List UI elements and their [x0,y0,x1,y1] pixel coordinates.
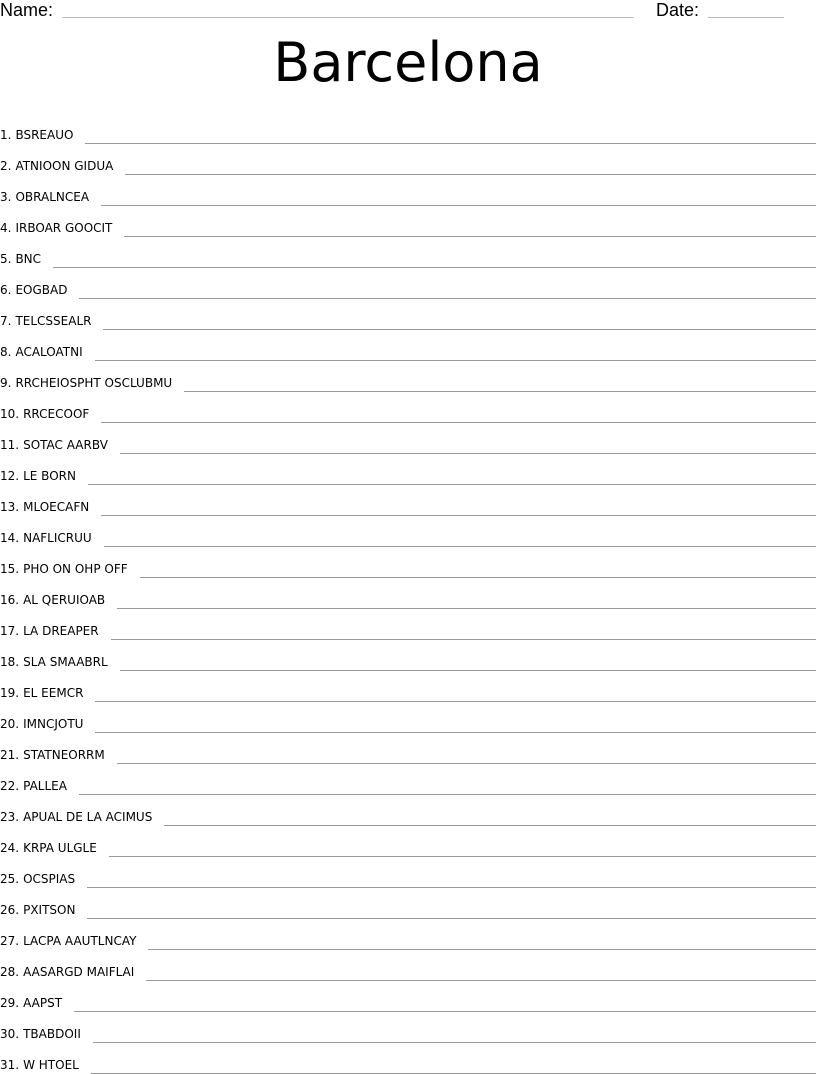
answer-line[interactable] [93,1030,816,1043]
answer-line[interactable] [101,503,816,516]
answer-line[interactable] [164,813,816,826]
scrambled-word: ATNIOON GIDUA [15,159,114,173]
scrambled-word: AL QERUIOAB [23,593,106,607]
list-item [0,576,816,607]
scrambled-word: APUAL DE LA ACIMUS [23,810,153,824]
item-number: 8. [0,345,12,359]
scrambled-word: BSREAUO [15,128,74,142]
list-item [0,762,816,793]
item-number: 20. [0,717,20,731]
list-item [0,173,816,204]
answer-line[interactable] [95,689,816,702]
date-field-line[interactable] [708,17,784,18]
item-number: 24. [0,841,20,855]
answer-line[interactable] [91,1061,816,1074]
item-number: 13. [0,500,20,514]
scrambled-word: IRBOAR GOOCIT [15,221,113,235]
answer-line[interactable] [74,999,816,1012]
list-item [0,731,816,762]
list-item [0,328,816,359]
scrambled-word: PHO ON OHP OFF [23,562,128,576]
scrambled-word: NAFLICRUU [23,531,92,545]
scrambled-word: MLOECAFN [23,500,90,514]
answer-line[interactable] [125,162,816,175]
answer-line[interactable] [103,317,816,330]
answer-line[interactable] [101,193,816,206]
name-field-line[interactable] [62,17,634,18]
item-number: 4. [0,221,12,235]
list-item [0,111,816,142]
item-number: 11. [0,438,20,452]
scrambled-word: ACALOATNI [15,345,83,359]
name-label: Name: [0,0,54,20]
list-item [0,545,816,576]
list-item [0,452,816,483]
scrambled-word: AAPST [23,996,63,1010]
item-number: 16. [0,593,20,607]
scrambled-word: OBRALNCEA [15,190,90,204]
answer-line[interactable] [120,441,816,454]
scrambled-word: BNC [15,252,42,266]
list-item [0,235,816,266]
scrambled-word: LE BORN [23,469,76,483]
scrambled-word: TELCSSEALR [15,314,92,328]
list-item [0,979,816,1010]
list-item [0,142,816,173]
item-number: 25. [0,872,20,886]
scrambled-word: IMNCJOTU [23,717,84,731]
item-number: 31. [0,1058,20,1072]
answer-line[interactable] [101,410,816,423]
list-item [0,359,816,390]
item-number: 22. [0,779,20,793]
item-number: 7. [0,314,12,328]
list-item [0,793,816,824]
answer-line[interactable] [79,782,816,795]
list-item [0,855,816,886]
answer-line[interactable] [124,224,816,237]
item-number: 26. [0,903,20,917]
item-number: 23. [0,810,20,824]
answer-line[interactable] [95,348,816,361]
list-item [0,1041,816,1072]
item-number: 17. [0,624,20,638]
answer-line[interactable] [104,534,816,547]
item-number: 2. [0,159,12,173]
scrambled-word: AASARGD MAIFLAI [23,965,135,979]
answer-line[interactable] [140,565,816,578]
scrambled-word: RRCECOOF [23,407,90,421]
list-item [0,638,816,669]
list-item [0,421,816,452]
item-number: 5. [0,252,12,266]
answer-line[interactable] [120,658,816,671]
scramble-list [0,111,816,1072]
answer-line[interactable] [87,875,816,888]
scrambled-word: EL EEMCR [23,686,84,700]
list-item [0,297,816,328]
item-number: 1. [0,128,12,142]
answer-line[interactable] [85,131,816,144]
item-number: 19. [0,686,20,700]
scrambled-word: STATNEORRM [23,748,105,762]
list-item [0,607,816,638]
item-number: 10. [0,407,20,421]
list-item [0,669,816,700]
item-number: 29. [0,996,20,1010]
item-number: 30. [0,1027,20,1041]
answer-line[interactable] [184,379,816,392]
answer-line[interactable] [88,472,816,485]
answer-line[interactable] [117,596,816,609]
item-number: 9. [0,376,12,390]
answer-line[interactable] [87,906,816,919]
scrambled-word: SLA SMAABRL [23,655,108,669]
scrambled-word: OCSPIAS [23,872,76,886]
item-number: 14. [0,531,20,545]
item-number: 21. [0,748,20,762]
scrambled-word: KRPA ULGLE [23,841,97,855]
item-number: 6. [0,283,12,297]
item-number: 18. [0,655,20,669]
answer-line[interactable] [148,937,816,950]
list-item [0,917,816,948]
scrambled-word: RRCHEIOSPHT OSCLUBMU [15,376,173,390]
item-number: 3. [0,190,12,204]
scrambled-word: TBABDOII [23,1027,81,1041]
answer-line[interactable] [111,627,816,640]
answer-line[interactable] [117,751,816,764]
list-item [0,514,816,545]
list-item [0,483,816,514]
list-item [0,886,816,917]
list-item [0,824,816,855]
scrambled-word: LA DREAPER [23,624,99,638]
answer-line[interactable] [146,968,816,981]
answer-line[interactable] [95,720,816,733]
item-number: 28. [0,965,20,979]
date-label: Date: [656,0,700,20]
answer-line[interactable] [109,844,816,857]
list-item [0,390,816,421]
scrambled-word: SOTAC AARBV [23,438,108,452]
list-item [0,204,816,235]
scrambled-word: EOGBAD [15,283,68,297]
list-item [0,1010,816,1041]
page-title: Barcelona [273,31,543,94]
list-item [0,700,816,731]
item-number: 12. [0,469,20,483]
scrambled-word: W HTOEL [23,1058,79,1072]
answer-line[interactable] [79,286,816,299]
list-item [0,266,816,297]
item-number: 27. [0,934,20,948]
list-item [0,948,816,979]
header [0,0,816,24]
item-number: 15. [0,562,20,576]
scrambled-word: PXITSON [23,903,76,917]
scrambled-word: PALLEA [23,779,67,793]
answer-line[interactable] [53,255,816,268]
scrambled-word: LACPA AAUTLNCAY [23,934,137,948]
